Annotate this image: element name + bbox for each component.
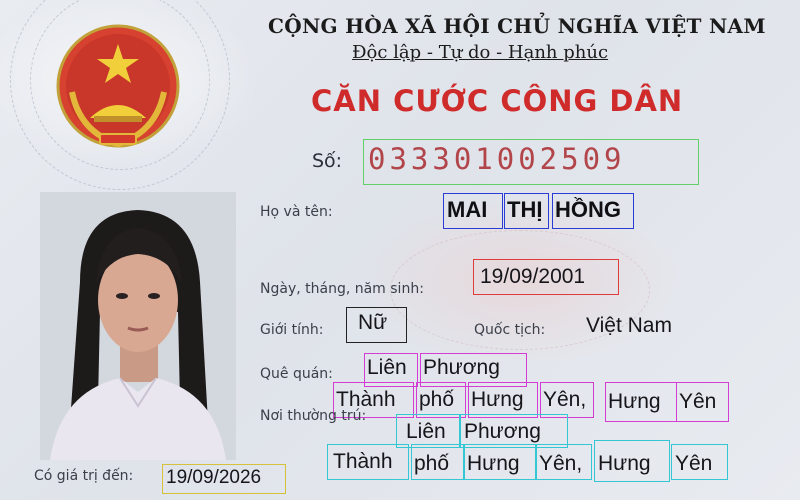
nationality-value: Việt Nam	[586, 314, 672, 337]
residence-label: Nơi thường trú:	[260, 408, 367, 424]
sex-label: Giới tính:	[260, 322, 324, 338]
hometown-word: Hưng	[471, 388, 524, 411]
hometown-word: Thành	[336, 388, 396, 411]
nationality-label: Quốc tịch:	[474, 322, 546, 338]
sex-value: Nữ	[358, 311, 388, 334]
residence-word: Hưng	[598, 452, 651, 475]
hometown-label: Quê quán:	[260, 366, 333, 382]
name-word: THỊ	[507, 197, 543, 222]
residence-word: Liên	[406, 420, 446, 443]
name-word: HỒNG	[555, 197, 621, 222]
hometown-word: Yên,	[543, 388, 587, 411]
card-title: CĂN CƯỚC CÔNG DÂN	[311, 84, 684, 118]
country-header: CỘNG HÒA XÃ HỘI CHỦ NGHĨA VIỆT NAM	[268, 14, 766, 38]
hometown-word: Liên	[367, 356, 407, 379]
full-name-label: Họ và tên:	[260, 204, 333, 220]
portrait-photo	[40, 192, 236, 460]
hometown-word: Phương	[423, 356, 500, 379]
motto: Độc lập - Tự do - Hạnh phúc	[352, 42, 609, 63]
residence-word: Yên	[675, 452, 713, 475]
residence-word: phố	[414, 452, 450, 475]
residence-word: Yên,	[539, 452, 583, 475]
hometown-word: Yên	[679, 390, 717, 413]
dob-value: 19/09/2001	[480, 265, 586, 288]
name-word: MAI	[447, 197, 488, 222]
expiry-value: 19/09/2026	[166, 467, 262, 488]
national-emblem-icon	[50, 22, 186, 152]
id-number: 033301002509	[368, 142, 626, 176]
residence-word: Hưng	[467, 452, 520, 475]
residence-word: Thành	[333, 450, 393, 473]
id-number-label: Số:	[312, 150, 343, 172]
hometown-word: phố	[419, 388, 455, 411]
residence-word: Phương	[464, 420, 541, 443]
dob-label: Ngày, tháng, năm sinh:	[260, 281, 424, 297]
expiry-label: Có giá trị đến:	[34, 468, 134, 484]
hometown-word: Hưng	[608, 390, 661, 413]
